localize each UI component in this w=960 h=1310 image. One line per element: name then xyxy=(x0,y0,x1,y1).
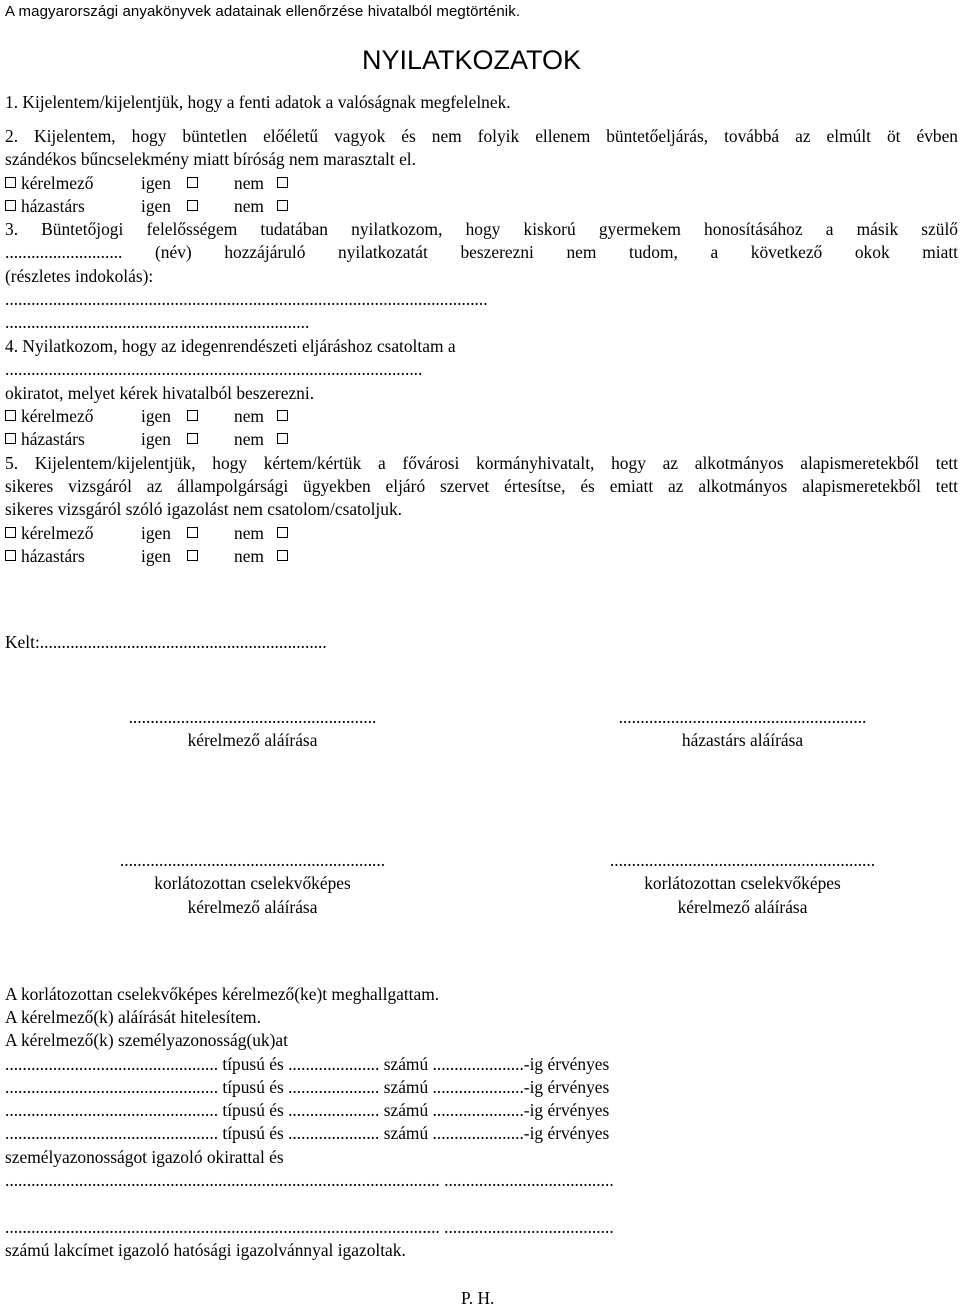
checkbox-spouse-end[interactable] xyxy=(277,200,288,211)
option-yes-label: igen xyxy=(141,196,171,216)
option-no-label: nem xyxy=(234,546,264,566)
option-yes-label: igen xyxy=(141,523,171,543)
limited-signature-line-2[interactable]: ............................................................. xyxy=(609,850,876,870)
authority-line-1: A korlátozottan cselekvőképes kérelmező(ke)t meghallgattam. xyxy=(5,984,440,1004)
spouse-signature-label: házastárs aláírása xyxy=(681,730,804,750)
limited-signature-label-2: kérelmező aláírása xyxy=(677,897,808,917)
checkbox-applicant-end[interactable] xyxy=(277,410,288,421)
checkbox-applicant-end[interactable] xyxy=(277,527,288,538)
limited-signature-line-1[interactable]: ............................................................. xyxy=(119,850,386,870)
item-3-line-1: 3. Büntetőjogi felelősségem tudatában nyilatkozom, hogy kiskorú gyermekem honosításához a másik szülő xyxy=(5,219,958,239)
checkbox-applicant-yes[interactable] xyxy=(5,177,16,188)
id-row[interactable]: ................................................. típusú és ..................... számú .....................-ig érvényes xyxy=(5,1054,610,1074)
item-2-line-1: 2. Kijelentem, hogy büntetlen előéletű vagyok és nem folyik ellenem büntetőeljárás, továbbá az elmúlt öt évben xyxy=(5,126,958,146)
option-yes-label: igen xyxy=(141,546,171,566)
item-5-line-2: sikeres vizsgáról az állampolgársági ügyekben eljáró szervet értesítse, és emiatt az alkotmányos alapismeretekből tett xyxy=(5,476,958,496)
stamp-placeholder: P. H. xyxy=(461,1288,495,1308)
header-note: A magyarországi anyakönyvek adatainak ellenőrzése hivatalból megtörténik. xyxy=(5,3,521,20)
option-no-label: nem xyxy=(234,173,264,193)
item-5-line-1: 5. Kijelentem/kijelentjük, hogy kértem/kértük a fővárosi kormányhivatalt, hogy az alkotmányos alapismeretekből tett xyxy=(5,453,958,473)
option-no-label: nem xyxy=(234,523,264,543)
option-label-applicant: kérelmező xyxy=(21,173,94,193)
limited-signature-title-1: korlátozottan cselekvőképes xyxy=(154,873,351,893)
item-4-dots[interactable]: ................................................................................................ xyxy=(5,359,423,379)
item-4-line-3: okiratot, melyet kérek hivatalból beszerezni. xyxy=(5,383,315,403)
option-yes-label: igen xyxy=(141,429,171,449)
option-no-label: nem xyxy=(234,196,264,216)
authority-line-5: számú lakcímet igazoló hatósági igazolvánnyal igazoltak. xyxy=(5,1240,406,1260)
limited-signature-label-1: kérelmező aláírása xyxy=(187,897,318,917)
checkbox-spouse-no[interactable] xyxy=(187,200,198,211)
item-3-dots-1[interactable]: ............................................................................................................... xyxy=(5,289,488,309)
date-line[interactable]: Kelt:.................................................................. xyxy=(5,632,327,652)
option-no-label: nem xyxy=(234,406,264,426)
spouse-signature-line[interactable]: ......................................................... xyxy=(618,707,867,727)
checkbox-spouse-yes[interactable] xyxy=(5,433,16,444)
checkbox-applicant-yes[interactable] xyxy=(5,410,16,421)
checkbox-spouse-no[interactable] xyxy=(187,433,198,444)
authority-line-2: A kérelmező(k) aláírását hitelesítem. xyxy=(5,1007,261,1027)
checkbox-spouse-end[interactable] xyxy=(277,433,288,444)
id-row[interactable]: ................................................. típusú és ..................... számú .....................-ig érvényes xyxy=(5,1077,610,1097)
item-4-line-1: 4. Nyilatkozom, hogy az idegenrendészeti eljáráshoz csatoltam a xyxy=(5,336,456,356)
checkbox-applicant-yes[interactable] xyxy=(5,527,16,538)
authority-line-3: A kérelmező(k) személyazonosság(uk)at xyxy=(5,1030,288,1050)
checkbox-applicant-no[interactable] xyxy=(187,527,198,538)
id-row[interactable]: ................................................. típusú és ..................... számú .....................-ig érvényes xyxy=(5,1123,610,1143)
option-label-spouse: házastárs xyxy=(21,429,85,449)
option-label-spouse: házastárs xyxy=(21,196,85,216)
checkbox-applicant-end[interactable] xyxy=(277,177,288,188)
option-label-spouse: házastárs xyxy=(21,546,85,566)
checkbox-spouse-yes[interactable] xyxy=(5,550,16,561)
applicant-signature-line[interactable]: ......................................................... xyxy=(128,707,377,727)
checkbox-applicant-no[interactable] xyxy=(187,410,198,421)
item-1: 1. Kijelentem/kijelentjük, hogy a fenti adatok a valóságnak megfelelnek. xyxy=(5,92,511,112)
checkbox-spouse-no[interactable] xyxy=(187,550,198,561)
item-3-dots-2[interactable]: ...................................................................... xyxy=(5,312,310,332)
item-2-line-2: szándékos bűncselekmény miatt bíróság nem marasztalt el. xyxy=(5,149,416,169)
option-label-applicant: kérelmező xyxy=(21,523,94,543)
item-3-line-2: ........................... (név) hozzájáruló nyilatkozatát beszerezni nem tudom, a következő okok miatt xyxy=(5,242,958,262)
checkbox-spouse-yes[interactable] xyxy=(5,200,16,211)
id-row[interactable]: ................................................. típusú és ..................... számú .....................-ig érvényes xyxy=(5,1100,610,1120)
option-label-applicant: kérelmező xyxy=(21,406,94,426)
checkbox-applicant-no[interactable] xyxy=(187,177,198,188)
option-no-label: nem xyxy=(234,429,264,449)
limited-signature-title-2: korlátozottan cselekvőképes xyxy=(644,873,841,893)
item-3-line-3: (részletes indokolás): xyxy=(5,266,154,286)
option-yes-label: igen xyxy=(141,173,171,193)
applicant-signature-label: kérelmező aláírása xyxy=(187,730,318,750)
item-5-line-3: sikeres vizsgáról szóló igazolást nem csatolom/csatoljuk. xyxy=(5,499,402,519)
dots-row[interactable]: .................................................................................................... ....................................... xyxy=(5,1170,614,1190)
page-title: NYILATKOZATOK xyxy=(362,45,582,75)
checkbox-spouse-end[interactable] xyxy=(277,550,288,561)
dots-row[interactable]: .................................................................................................... ....................................... xyxy=(5,1217,614,1237)
authority-line-4: személyazonosságot igazoló okirattal és xyxy=(5,1147,284,1167)
option-yes-label: igen xyxy=(141,406,171,426)
